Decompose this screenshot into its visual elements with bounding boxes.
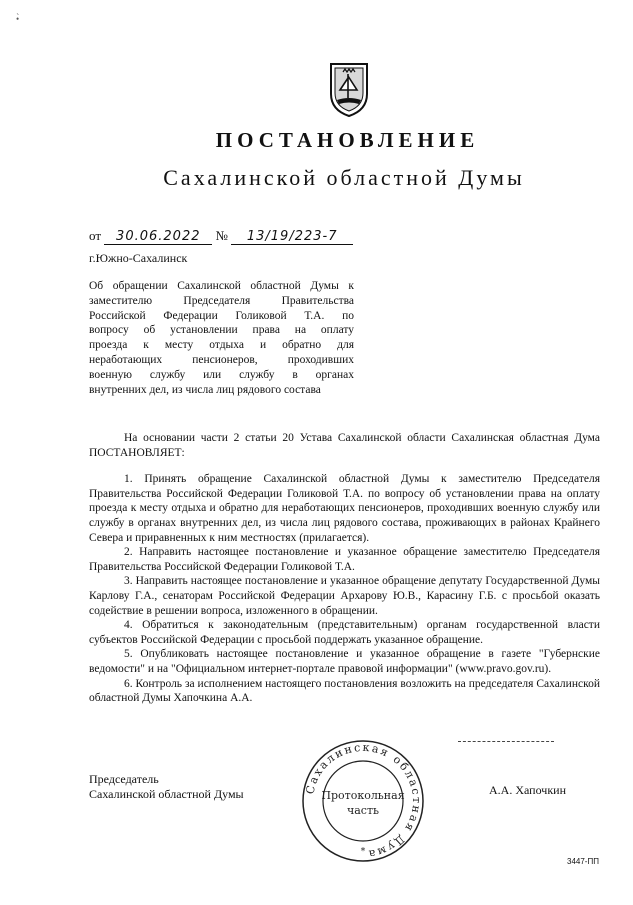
subject-line: внутренних дел, из числа лиц рядового состава — [89, 383, 321, 396]
stamp-ring-text: Сахалинская областная Дума — [303, 740, 424, 861]
subject-line: заместителю Председателя Правительства — [89, 294, 354, 307]
document-number: 13/19/223-7 — [231, 230, 353, 245]
document-body — [89, 431, 600, 706]
position-line: Председатель — [89, 772, 159, 786]
resolution-item-3: 3. Направить настоящее постановление и указанное обращение депутату Государственной Думы Карлову Г.А., сенаторам Российской Федерации Архарову Ю.В., Карасину Г.Б. с просьбой оказать содействие в решении вопроса, изложенного в обращении. — [89, 575, 600, 617]
document-subject — [89, 279, 354, 397]
stamp-center-line: Протокольная — [321, 789, 405, 802]
coat-of-arms-icon — [327, 60, 371, 118]
signatory-name: А.А. Хапочкин — [489, 783, 566, 797]
resolution-item-5: 5. Опубликовать настоящее постановление и указанное обращение в газете "Губернские ведомости" и на "Официальном интернет-портале правовой информации" (www.pravo.gov.ru). — [89, 648, 600, 675]
official-stamp — [300, 738, 426, 864]
preamble-paragraph: На основании части 2 статьи 20 Устава Сахалинской области Сахалинская областная Дума ПОСТАНОВЛЯЕТ: — [89, 432, 600, 459]
number-prefix: № — [215, 228, 228, 243]
date-number-line — [89, 228, 353, 245]
signatory-position — [89, 772, 244, 802]
resolution-item-2: 2. Направить настоящее постановление и указанное обращение заместителю Председателя Правительства Российской Федерации Голиковой Т.А. — [89, 546, 600, 573]
signature-line — [458, 741, 554, 742]
corner-mark: •̀ — [16, 14, 20, 24]
date-prefix: от — [89, 228, 102, 243]
subject-line: Российской Федерации Голиковой Т.А. по — [89, 309, 354, 322]
subject-line: Об обращении Сахалинской областной Думы к — [89, 280, 354, 292]
resolution-item-6: 6. Контроль за исполнением настоящего постановления возложить на председателя Сахалинской областной Думы Хапочкина А.А. — [89, 677, 600, 705]
stamp-star-icon: * — [360, 847, 366, 857]
city-name: г.Южно-Сахалинск — [89, 251, 188, 265]
subject-line: неработающих пенсионеров, проходивших — [89, 353, 354, 366]
resolution-item-4: 4. Обратиться к законодательным (представительным) органам государственной власти субъектов Российской Федерации с просьбой поддержать указанное обращение. — [89, 619, 600, 646]
document-title: ПОСТАНОВЛЕНИЕ — [215, 128, 480, 152]
position-line: Сахалинской областной Думы — [89, 787, 244, 801]
stamp-center-line: часть — [346, 804, 380, 817]
subject-line: вопросу об установлении права на оплату — [89, 324, 354, 337]
document-code: 3447-ПП — [567, 857, 599, 866]
subject-line: военную службу или службу в органах — [89, 368, 354, 381]
document-date: 30.06.2022 — [104, 230, 212, 245]
resolution-item-1: 1. Принять обращение Сахалинской областной Думы к заместителю Председателя Правительства Российской Федерации Голиковой Т.А. по вопросу об установлении права на оплату проезда к месту отдыха и обратно для неработающих пенсионеров, проходивших военную службу или службу в органах внутренних дел, из числа лиц рядового состава, проживающих в районах Крайнего Севера и приравненных к ним местностях (прилагается). — [89, 473, 600, 544]
subject-line: проезда к месту отдыха и обратно для — [89, 339, 354, 352]
document-subtitle: Сахалинской областной Думы — [163, 165, 525, 190]
